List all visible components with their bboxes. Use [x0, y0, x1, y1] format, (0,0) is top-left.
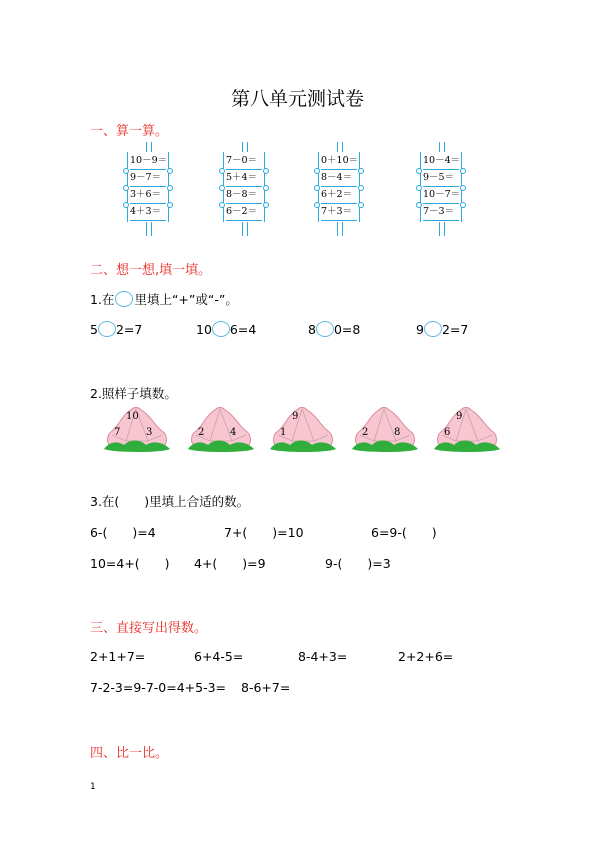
- q3-r1-c1[interactable]: 6-( )=4: [90, 525, 156, 540]
- ruler-equation[interactable]: 0＋10＝: [321, 153, 357, 170]
- peach-number-top[interactable]: 9: [456, 411, 463, 422]
- ruler-pole: [146, 222, 152, 236]
- ruler-equation[interactable]: 10－4＝: [423, 153, 459, 170]
- ruler-notch: [416, 168, 422, 174]
- ruler-notch: [123, 168, 129, 174]
- q3-r2-c1[interactable]: 10=4+( ): [90, 556, 170, 571]
- ruler-equation[interactable]: 10－9＝: [130, 153, 166, 170]
- q1-item-right: 2=7: [115, 322, 143, 337]
- ruler-equation[interactable]: 7－0＝: [226, 153, 262, 170]
- ruler-pole: [337, 222, 343, 236]
- peach-number-left[interactable]: 7: [114, 427, 121, 438]
- ruler-notch: [416, 185, 422, 191]
- ruler-1: [127, 142, 169, 236]
- peach-number-left[interactable]: 1: [280, 427, 287, 438]
- ruler-pole: [242, 222, 248, 236]
- section-3-heading: 三、直接写出得数。: [90, 621, 208, 636]
- ruler-equation[interactable]: 7－3＝: [423, 204, 459, 221]
- ruler-notch: [167, 168, 173, 174]
- q1-instruction: [90, 290, 238, 308]
- ruler-equation[interactable]: 5＋4＝: [226, 170, 262, 187]
- q1-item-left: 9: [416, 322, 424, 337]
- peach-1: [104, 405, 170, 453]
- ruler-notch: [123, 185, 129, 191]
- s3-r2-c2[interactable]: 8-6+7=: [241, 680, 291, 695]
- ruler-equation[interactable]: 6－2＝: [226, 204, 262, 221]
- q1-item-left: 5: [90, 322, 98, 337]
- ruler-notch: [219, 185, 225, 191]
- ruler-equation[interactable]: 9－7＝: [130, 170, 166, 187]
- ruler-notch: [314, 202, 320, 208]
- ruler-notch: [263, 168, 269, 174]
- ruler-3: [318, 142, 360, 236]
- peach-3: [270, 405, 336, 453]
- q1-item-2: [196, 321, 256, 337]
- ruler-notch: [460, 185, 466, 191]
- s3-r1-c2[interactable]: 6+4-5=: [194, 649, 244, 664]
- section-1-heading: 一、算一算。: [90, 124, 169, 139]
- ruler-notch: [416, 202, 422, 208]
- peach-number-top[interactable]: 9: [292, 411, 299, 422]
- ruler-equation[interactable]: 3＋6＝: [130, 187, 166, 204]
- q1-item-4: [416, 321, 468, 337]
- q1-item-left: 8: [308, 322, 316, 337]
- ruler-notch: [460, 168, 466, 174]
- q1-item-right: 0=8: [333, 322, 361, 337]
- q1-item-3: [308, 321, 360, 337]
- s3-r1-c4[interactable]: 2+2+6=: [398, 649, 454, 664]
- peach-number-left[interactable]: 6: [444, 427, 451, 438]
- s3-r1-c3[interactable]: 8-4+3=: [298, 649, 348, 664]
- q3-label: 3.在( )里填上合适的数。: [90, 494, 250, 509]
- ruler-notch: [123, 202, 129, 208]
- peach-2: [188, 405, 254, 453]
- answer-circle[interactable]: [212, 321, 230, 337]
- ruler-equation[interactable]: 8－4＝: [321, 170, 357, 187]
- peach-number-right[interactable]: 3: [146, 427, 153, 438]
- peach-number-top[interactable]: 10: [126, 411, 139, 422]
- ruler-notch: [358, 202, 364, 208]
- section-2-heading: 二、想一想,填一填。: [90, 263, 212, 278]
- ruler-pole: [439, 142, 445, 152]
- ruler-4: [420, 142, 462, 236]
- q3-r1-c2[interactable]: 7+( )=10: [224, 525, 304, 540]
- q1-suffix: 里填上“+”或“-”。: [134, 292, 238, 307]
- s3-r1-c1[interactable]: 2+1+7=: [90, 649, 146, 664]
- ruler-pole: [146, 142, 152, 152]
- peach-number-left[interactable]: 2: [362, 427, 369, 438]
- ruler-equation[interactable]: 6＋2＝: [321, 187, 357, 204]
- answer-circle[interactable]: [316, 321, 334, 337]
- ruler-notch: [263, 202, 269, 208]
- ruler-notch: [314, 168, 320, 174]
- ruler-equation[interactable]: 7＋3＝: [321, 204, 357, 221]
- peach-4: [352, 405, 418, 453]
- ruler-notch: [358, 168, 364, 174]
- ruler-pole: [337, 142, 343, 152]
- q2-label: 2.照样子填数。: [90, 386, 177, 401]
- q1-prefix: 1.在: [90, 292, 115, 307]
- ruler-notch: [167, 202, 173, 208]
- q3-r1-c3[interactable]: 6=9-( ): [371, 525, 437, 540]
- q1-item-1: [90, 321, 142, 337]
- ruler-2: [223, 142, 265, 236]
- q3-r2-c2[interactable]: 4+( )=9: [194, 556, 266, 571]
- peach-5: [434, 405, 500, 453]
- peach-number-left[interactable]: 2: [198, 427, 205, 438]
- ruler-equation[interactable]: 9－5＝: [423, 170, 459, 187]
- answer-circle[interactable]: [98, 321, 116, 337]
- answer-circle[interactable]: [424, 321, 442, 337]
- ruler-notch: [358, 185, 364, 191]
- ruler-pole: [439, 222, 445, 236]
- ruler-equation[interactable]: 8－8＝: [226, 187, 262, 204]
- page-title: 第八单元测试卷: [230, 88, 364, 110]
- section-4-heading: 四、比一比。: [90, 746, 169, 761]
- page-number: 1: [90, 782, 96, 792]
- q1-item-right: 6=4: [229, 322, 257, 337]
- ruler-equation[interactable]: 10－7＝: [423, 187, 459, 204]
- ruler-notch: [460, 202, 466, 208]
- ruler-notch: [219, 202, 225, 208]
- ruler-notch: [167, 185, 173, 191]
- ruler-notch: [263, 185, 269, 191]
- ruler-notch: [219, 168, 225, 174]
- peach-number-right[interactable]: 8: [394, 427, 401, 438]
- q3-r2-c3[interactable]: 9-( )=3: [325, 556, 391, 571]
- s3-r2-c1[interactable]: 7-2-3=9-7-0=4+5-3=: [90, 680, 227, 695]
- q1-item-left: 10: [196, 322, 212, 337]
- ruler-notch: [314, 185, 320, 191]
- q1-item-right: 2=7: [441, 322, 469, 337]
- ruler-equation[interactable]: 4＋3＝: [130, 204, 166, 221]
- ruler-pole: [242, 142, 248, 152]
- circle-icon: [115, 291, 133, 307]
- peach-number-right[interactable]: 4: [230, 427, 237, 438]
